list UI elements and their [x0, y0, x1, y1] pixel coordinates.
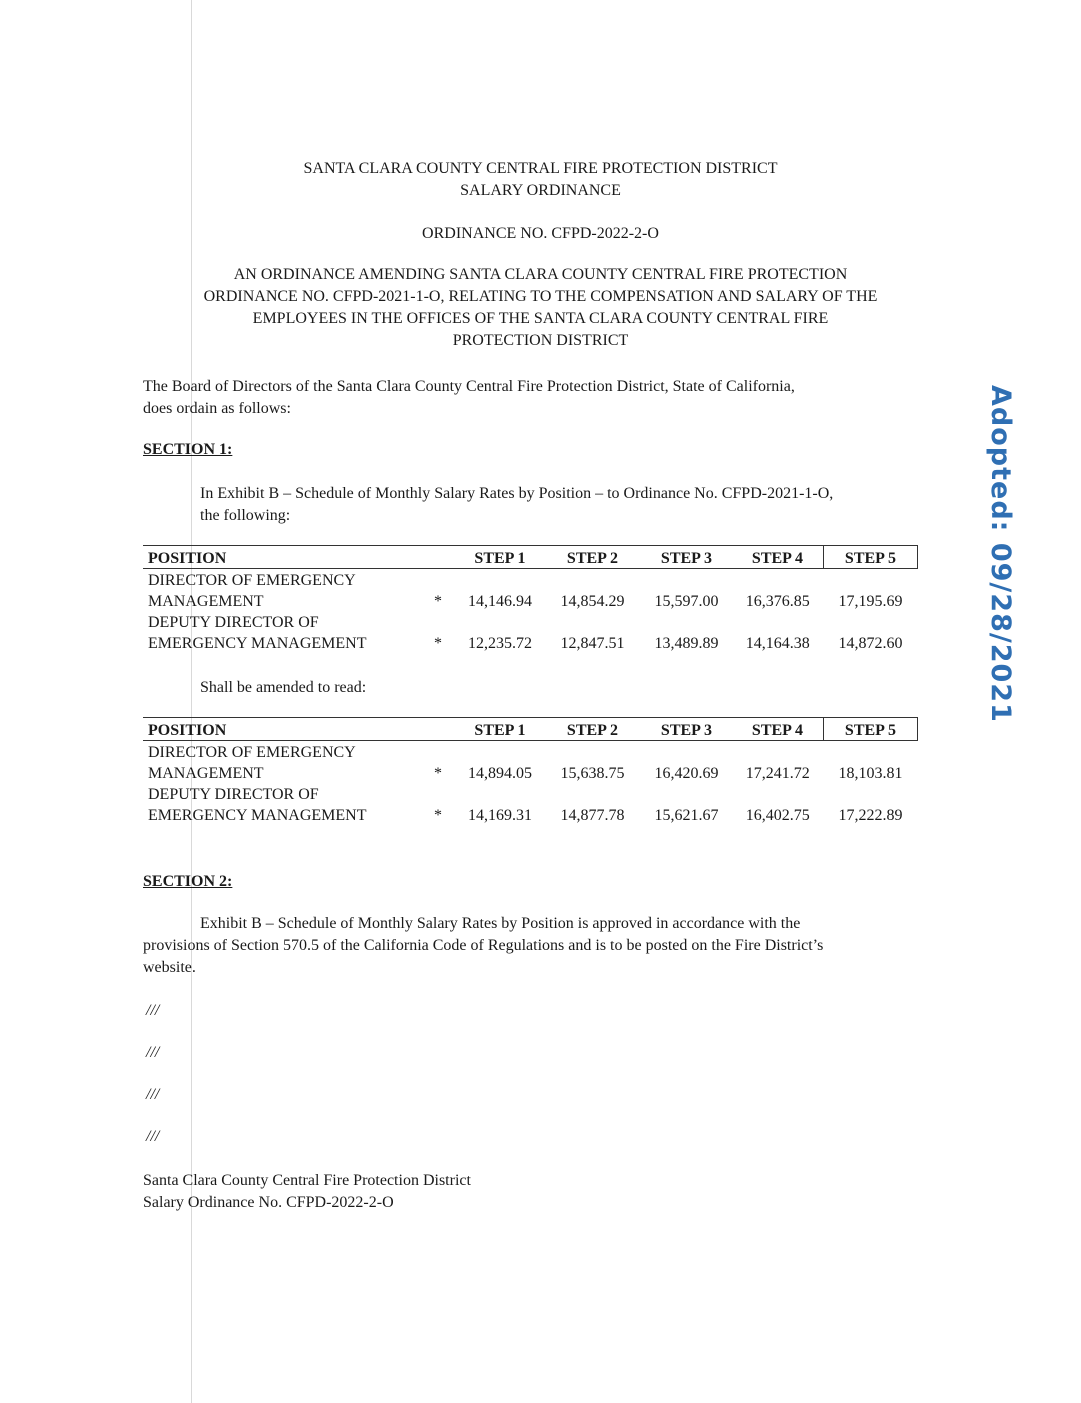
step-2-value: 12,847.51: [560, 635, 625, 652]
header-step-4: STEP 4: [732, 718, 824, 741]
header-position: POSITION: [143, 546, 420, 569]
table-row: [143, 783, 918, 804]
header-step-1: STEP 1: [456, 718, 544, 741]
header-step-5: STEP 5: [824, 718, 918, 741]
intro-line-1: The Board of Directors of the Santa Clara County Central Fire Protection District, State of California,: [143, 378, 795, 395]
table-row: [143, 632, 918, 653]
subtitle-line-1: AN ORDINANCE AMENDING SANTA CLARA COUNTY CENTRAL FIRE PROTECTION: [233, 266, 848, 283]
subtitle-line-3: EMPLOYEES IN THE OFFICES OF THE SANTA CLARA COUNTY CENTRAL FIRE: [252, 310, 829, 327]
continuation-mark: ///: [146, 1086, 160, 1103]
step-1-value: 14,146.94: [468, 593, 532, 610]
step-2-value: 14,877.78: [560, 807, 625, 824]
header-step-2: STEP 2: [544, 546, 641, 569]
position-name: EMERGENCY MANAGEMENT: [148, 635, 367, 652]
header-step-3: STEP 3: [641, 546, 732, 569]
header-step-2: STEP 2: [544, 718, 641, 741]
header-step-1: STEP 1: [456, 546, 544, 569]
asterisk-marker: *: [434, 807, 442, 824]
step-1-value: 14,894.05: [468, 765, 532, 782]
table-row: [143, 762, 918, 783]
step-1-value: 14,169.31: [468, 807, 532, 824]
section-2-line-1: Exhibit B – Schedule of Monthly Salary Rates by Position is approved in accordance with the: [200, 915, 801, 932]
continuation-mark: ///: [146, 1044, 160, 1061]
header-position: POSITION: [143, 718, 420, 741]
ordinance-number: ORDINANCE NO. CFPD-2022-2-O: [422, 225, 659, 242]
section-1-heading: SECTION 1:: [143, 441, 233, 458]
step-3-value: 16,420.69: [654, 765, 719, 782]
step-4-value: 16,376.85: [745, 593, 810, 610]
step-4-value: 16,402.75: [745, 807, 810, 824]
step-5-value: 17,195.69: [838, 593, 903, 610]
step-5-value: 18,103.81: [838, 765, 903, 782]
step-3-value: 15,621.67: [654, 807, 719, 824]
continuation-mark: ///: [146, 1002, 160, 1019]
header-step-4: STEP 4: [732, 546, 824, 569]
intro-line-2: does ordain as follows:: [143, 400, 291, 417]
adopted-date-stamp: Adopted: 09/28/2021: [985, 385, 1016, 723]
salary-table-current: [143, 545, 918, 653]
header-step-3: STEP 3: [641, 718, 732, 741]
step-4-value: 14,164.38: [745, 635, 810, 652]
section-1-text-line-1: In Exhibit B – Schedule of Monthly Salary Rates by Position – to Ordinance No. CFPD-2021-1-O,: [200, 485, 834, 502]
step-3-value: 13,489.89: [654, 635, 719, 652]
step-2-value: 15,638.75: [560, 765, 625, 782]
position-name: DEPUTY DIRECTOR OF: [148, 614, 319, 631]
position-name: DIRECTOR OF EMERGENCY: [148, 572, 356, 589]
section-1-text-line-2: the following:: [200, 507, 291, 524]
step-5-value: 17,222.89: [838, 807, 903, 824]
section-2-heading: SECTION 2:: [143, 873, 233, 890]
footer-line-2: Salary Ordinance No. CFPD-2022-2-O: [143, 1194, 394, 1211]
position-name: MANAGEMENT: [148, 593, 264, 610]
step-4-value: 17,241.72: [745, 765, 810, 782]
step-3-value: 15,597.00: [654, 593, 719, 610]
position-name: DEPUTY DIRECTOR OF: [148, 786, 319, 803]
step-5-value: 14,872.60: [838, 635, 903, 652]
salary-table-amended: [143, 717, 918, 825]
amended-label: Shall be amended to read:: [200, 679, 367, 696]
table-header-row: [143, 546, 918, 569]
subtitle-line-4: PROTECTION DISTRICT: [452, 332, 629, 349]
asterisk-marker: *: [434, 635, 442, 652]
position-name: MANAGEMENT: [148, 765, 264, 782]
table-row: [143, 590, 918, 611]
header-marker: [420, 546, 456, 569]
subtitle-line-2: ORDINANCE NO. CFPD-2021-1-O, RELATING TO THE COMPENSATION AND SALARY OF THE: [203, 288, 878, 305]
footer-line-1: Santa Clara County Central Fire Protection District: [143, 1172, 471, 1189]
table-header-row: [143, 718, 918, 741]
position-name: DIRECTOR OF EMERGENCY: [148, 744, 356, 761]
step-1-value: 12,235.72: [468, 635, 532, 652]
table-row: [143, 804, 918, 825]
table-row: [143, 741, 918, 763]
position-name: EMERGENCY MANAGEMENT: [148, 807, 367, 824]
district-title: SANTA CLARA COUNTY CENTRAL FIRE PROTECTION DISTRICT: [303, 160, 778, 177]
section-2-line-2: provisions of Section 570.5 of the California Code of Regulations and is to be posted on the Fire District’s: [143, 937, 824, 954]
asterisk-marker: *: [434, 765, 442, 782]
table-row: [143, 611, 918, 632]
ordinance-type: SALARY ORDINANCE: [460, 182, 621, 199]
header-marker: [420, 718, 456, 741]
asterisk-marker: *: [434, 593, 442, 610]
continuation-mark: ///: [146, 1128, 160, 1145]
section-2-line-3: website.: [143, 959, 196, 976]
header-step-5: STEP 5: [824, 546, 918, 569]
step-2-value: 14,854.29: [560, 593, 625, 610]
table-row: [143, 569, 918, 591]
